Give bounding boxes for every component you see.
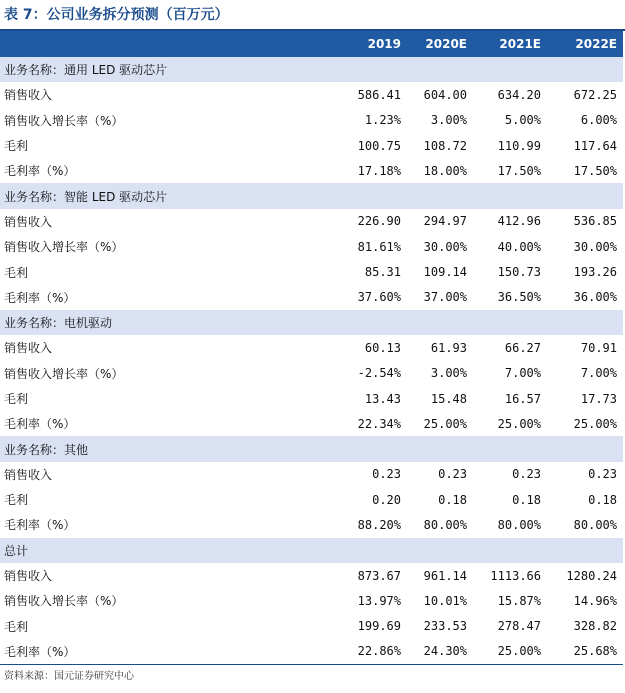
row-label: 销售收入增长率（%）: [4, 594, 124, 609]
value-cell-2020e: 18.00%: [423, 163, 467, 178]
value-cell-2020e: 61.93: [430, 340, 467, 355]
table-title: 表 7：公司业务拆分预测（百万元）: [4, 7, 229, 23]
table-row: [0, 234, 623, 259]
table-header: [0, 31, 623, 57]
row-label: 毛利: [4, 619, 29, 634]
value-cell-2019: 1.23%: [364, 113, 401, 128]
value-cell-2021e: 36.50%: [497, 290, 541, 305]
table-row: [0, 487, 623, 512]
section-header-row: [0, 538, 623, 563]
value-cell-2021e: 0.18: [512, 492, 541, 507]
section-header-row: [0, 57, 623, 82]
header-2019: 2019: [337, 31, 407, 57]
value-cell-2021e: 150.73: [497, 265, 541, 280]
value-cell-2021e: 15.87%: [497, 593, 541, 608]
row-label: 销售收入增长率（%）: [4, 366, 124, 381]
value-cell-2022e: 36.00%: [573, 290, 617, 305]
value-cell-2019: 22.86%: [337, 639, 407, 665]
value-cell-2020e: 37.00%: [423, 290, 467, 305]
value-cell-2019: 13.43: [364, 391, 401, 406]
value-cell-2020e: 25.00%: [423, 416, 467, 431]
row-label: 销售收入: [4, 88, 53, 103]
value-cell-2021e: 0.23: [512, 467, 541, 482]
value-cell-2021e: 412.96: [497, 214, 541, 229]
value-cell-2021e: 278.47: [497, 619, 541, 634]
row-label: 毛利: [4, 265, 29, 280]
section-title: 业务名称：通用 LED 驱动芯片: [0, 57, 623, 82]
value-cell-2022e: 328.82: [573, 619, 617, 634]
table-row: [0, 108, 623, 133]
value-cell-2020e: 604.00: [423, 87, 467, 102]
section-header-row: [0, 183, 623, 208]
value-cell-2022e: 0.23: [588, 467, 617, 482]
value-cell-2019: 586.41: [357, 87, 401, 102]
table-row: [0, 335, 623, 360]
value-cell-2020e: 294.97: [423, 214, 467, 229]
value-cell-2019: 60.13: [364, 340, 401, 355]
section-title: 业务名称：其他: [0, 436, 623, 461]
section-title: 总计: [0, 538, 623, 563]
value-cell-2019: 37.60%: [357, 290, 401, 305]
row-label: 毛利率（%）: [4, 417, 76, 432]
value-cell-2021e: 7.00%: [504, 366, 541, 381]
header-blank-cell: [0, 31, 337, 57]
table-row: [0, 82, 623, 107]
section-title: 业务名称：智能 LED 驱动芯片: [0, 183, 623, 208]
table-row: [0, 259, 623, 284]
value-cell-2019: 17.18%: [357, 163, 401, 178]
value-cell-2019: 85.31: [364, 265, 401, 280]
value-cell-2022e: 14.96%: [573, 593, 617, 608]
value-cell-2019: 88.20%: [357, 517, 401, 532]
table-row: [0, 386, 623, 411]
table-row: [0, 209, 623, 234]
value-cell-2020e: 961.14: [423, 568, 467, 583]
value-cell-2022e: 536.85: [573, 214, 617, 229]
value-cell-2019: 100.75: [357, 138, 401, 153]
row-label: 销售收入: [4, 214, 53, 229]
value-cell-2022e: 30.00%: [573, 239, 617, 254]
value-cell-2022e: 7.00%: [580, 366, 617, 381]
value-cell-2022e: 17.73: [580, 391, 617, 406]
table-row: [0, 639, 623, 665]
value-cell-2021e: 5.00%: [504, 113, 541, 128]
value-cell-2020e: 233.53: [423, 619, 467, 634]
row-label: 销售收入增长率（%）: [4, 240, 124, 255]
value-cell-2019: 13.97%: [357, 593, 401, 608]
row-label: 毛利: [4, 392, 29, 406]
value-cell-2020e: 24.30%: [407, 639, 473, 665]
header-2020e: 2020E: [407, 31, 473, 57]
row-label: 毛利: [4, 139, 29, 154]
value-cell-2021e: 25.00%: [497, 416, 541, 431]
value-cell-2021e: 25.00%: [473, 639, 547, 665]
table-row: [0, 563, 623, 588]
table-row: [0, 588, 623, 613]
value-cell-2020e: 109.14: [423, 265, 467, 280]
row-label: 销售收入: [4, 569, 53, 584]
value-cell-2020e: 0.23: [438, 467, 467, 482]
value-cell-2021e: 634.20: [497, 87, 541, 102]
value-cell-2022e: 80.00%: [573, 517, 617, 532]
section-header-row: [0, 310, 623, 335]
section-title: 业务名称：电机驱动: [0, 310, 623, 335]
table-row: [0, 158, 623, 183]
row-label: 毛利: [4, 493, 29, 508]
table-row: [0, 614, 623, 639]
value-cell-2020e: 80.00%: [423, 517, 467, 532]
row-label: 毛利率（%）: [0, 639, 337, 665]
value-cell-2020e: 3.00%: [430, 113, 467, 128]
value-cell-2022e: 672.25: [573, 87, 617, 102]
value-cell-2020e: 0.18: [438, 492, 467, 507]
row-label: 毛利率（%）: [4, 518, 76, 533]
value-cell-2021e: 110.99: [497, 138, 541, 153]
value-cell-2022e: 25.00%: [573, 416, 617, 431]
row-label: 毛利率（%）: [4, 164, 76, 179]
value-cell-2019: -2.54%: [357, 366, 401, 381]
table-body: [0, 57, 623, 665]
source-note: 资料来源：国元证券研究中心: [4, 671, 134, 682]
row-label: 销售收入: [4, 467, 53, 482]
value-cell-2019: 226.90: [357, 214, 401, 229]
table-row: [0, 133, 623, 158]
value-cell-2022e: 1280.24: [566, 568, 617, 583]
value-cell-2021e: 1113.66: [490, 568, 541, 583]
value-cell-2021e: 16.57: [504, 391, 541, 406]
table-row: [0, 462, 623, 487]
value-cell-2020e: 10.01%: [423, 593, 467, 608]
forecast-table: [0, 31, 623, 665]
row-label: 毛利率（%）: [4, 290, 76, 305]
value-cell-2020e: 15.48: [430, 391, 467, 406]
value-cell-2022e: 6.00%: [580, 113, 617, 128]
value-cell-2022e: 0.18: [588, 492, 617, 507]
value-cell-2019: 873.67: [357, 568, 401, 583]
value-cell-2019: 81.61%: [357, 239, 401, 254]
table-row: [0, 411, 623, 436]
table-row: [0, 512, 623, 537]
section-header-row: [0, 436, 623, 461]
value-cell-2022e: 70.91: [580, 340, 617, 355]
value-cell-2022e: 117.64: [573, 138, 617, 153]
value-cell-2019: 199.69: [357, 619, 401, 634]
value-cell-2020e: 3.00%: [430, 366, 467, 381]
header-2022e: 2022E: [547, 31, 623, 57]
row-label: 销售收入: [4, 341, 53, 356]
value-cell-2022e: 193.26: [573, 265, 617, 280]
row-label: 销售收入增长率（%）: [4, 113, 124, 128]
value-cell-2021e: 40.00%: [497, 239, 541, 254]
header-2021e: 2021E: [473, 31, 547, 57]
value-cell-2022e: 17.50%: [573, 163, 617, 178]
value-cell-2021e: 17.50%: [497, 163, 541, 178]
value-cell-2019: 22.34%: [357, 416, 401, 431]
value-cell-2020e: 108.72: [423, 138, 467, 153]
header-row: [0, 31, 623, 57]
value-cell-2019: 0.23: [372, 467, 401, 482]
value-cell-2022e: 25.68%: [547, 639, 623, 665]
value-cell-2021e: 80.00%: [497, 517, 541, 532]
value-cell-2021e: 66.27: [504, 340, 541, 355]
value-cell-2019: 0.20: [372, 492, 401, 507]
table-row: [0, 285, 623, 310]
table-row: [0, 361, 623, 386]
value-cell-2020e: 30.00%: [423, 239, 467, 254]
